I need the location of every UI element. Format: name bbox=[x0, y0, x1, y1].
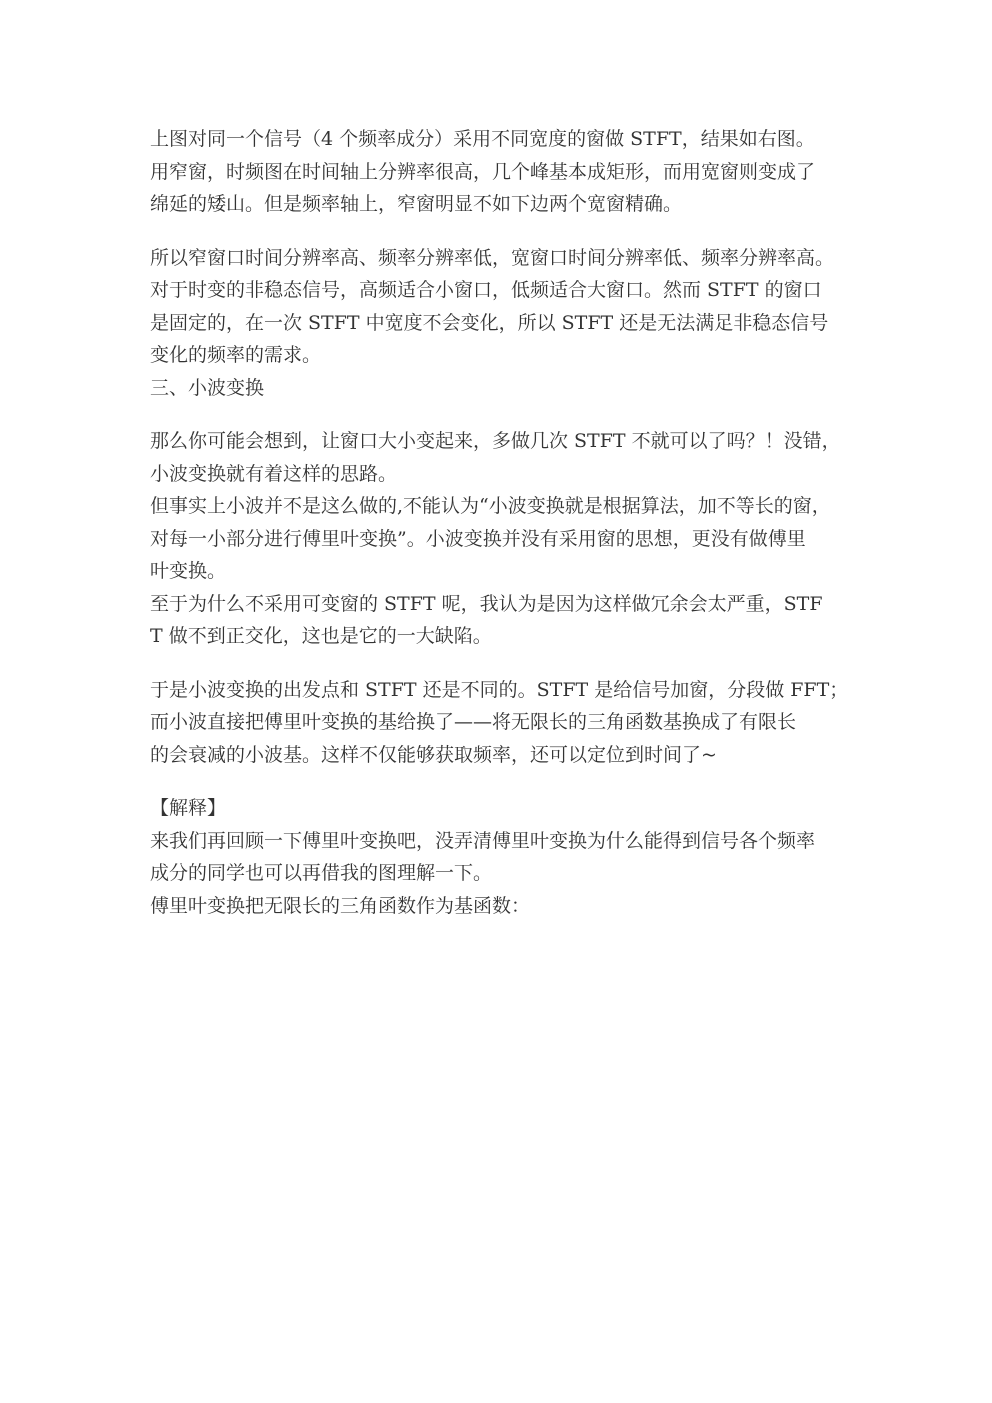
paragraph-spacer bbox=[150, 771, 850, 792]
text-line: 绵延的矮山。但是频率轴上，窄窗明显不如下边两个宽窗精确。 bbox=[150, 193, 683, 215]
text-line: 上图对同一个信号（4 个频率成分）采用不同宽度的窗做 STFT，结果如右图。 bbox=[150, 128, 815, 150]
paragraph-wavelet-basis bbox=[150, 674, 850, 772]
text-line: 于是小波变换的出发点和 STFT 还是不同的。STFT 是给信号加窗，分段做 FFT； bbox=[150, 678, 849, 701]
text-line: 那么你可能会想到，让窗口大小变起来，多做几次 STFT 不就可以了吗？！没错， bbox=[150, 430, 841, 452]
text-line: 所以窄窗口时间分辨率高、频率分辨率低，宽窗口时间分辨率低、频率分辨率高。 bbox=[150, 246, 835, 269]
text-line: 的会衰减的小波基。这样不仅能够获取频率，还可以定位到时间了~ bbox=[150, 743, 717, 766]
paragraph-resolution-tradeoff bbox=[150, 242, 850, 405]
paragraph-wavelet-idea bbox=[150, 425, 850, 653]
paragraph-spacer bbox=[150, 653, 850, 674]
text-line: 对每一小部分进行傅里叶变换”。小波变换并没有采用窗的思想，更没有做傅里 bbox=[150, 527, 806, 550]
text-line: 是固定的，在一次 STFT 中宽度不会变化，所以 STFT 还是无法满足非稳态信号 bbox=[150, 311, 829, 334]
text-line: 但事实上小波并不是这么做的,不能认为“小波变换就是根据算法，加不等长的窗， bbox=[150, 495, 831, 517]
text-line: 至于为什么不采用可变窗的 STFT 呢，我认为是因为这样做冗余会太严重，STF bbox=[150, 592, 823, 615]
text-line: 对于时变的非稳态信号，高频适合小窗口，低频适合大窗口。然而 STFT 的窗口 bbox=[150, 279, 822, 301]
text-line: 傅里叶变换把无限长的三角函数作为基函数： bbox=[150, 894, 531, 917]
text-line: 叶变换。 bbox=[150, 560, 227, 582]
paragraph-stft-window-comparison bbox=[150, 123, 850, 221]
text-line: 而小波直接把傅里叶变换的基给换了——将无限长的三角函数基换成了有限长 bbox=[150, 711, 797, 733]
paragraph-spacer bbox=[150, 221, 850, 242]
text-line: 变化的频率的需求。 bbox=[150, 344, 322, 366]
paragraph-explanation bbox=[150, 792, 850, 922]
explanation-heading: 【解释】 bbox=[150, 797, 227, 819]
text-line: 小波变换就有着这样的思路。 bbox=[150, 462, 398, 485]
paragraph-spacer bbox=[150, 404, 850, 425]
text-line: T 做不到正交化，这也是它的一大缺陷。 bbox=[150, 625, 492, 647]
text-line: 来我们再回顾一下傅里叶变换吧，没弄清傅里叶变换为什么能得到信号各个频率 bbox=[150, 829, 816, 852]
section-heading: 三、小波变换 bbox=[150, 376, 265, 399]
text-line: 成分的同学也可以再借我的图理解一下。 bbox=[150, 862, 493, 884]
article-body bbox=[150, 123, 850, 922]
text-line: 用窄窗，时频图在时间轴上分辨率很高，几个峰基本成矩形，而用宽窗则变成了 bbox=[150, 160, 816, 183]
